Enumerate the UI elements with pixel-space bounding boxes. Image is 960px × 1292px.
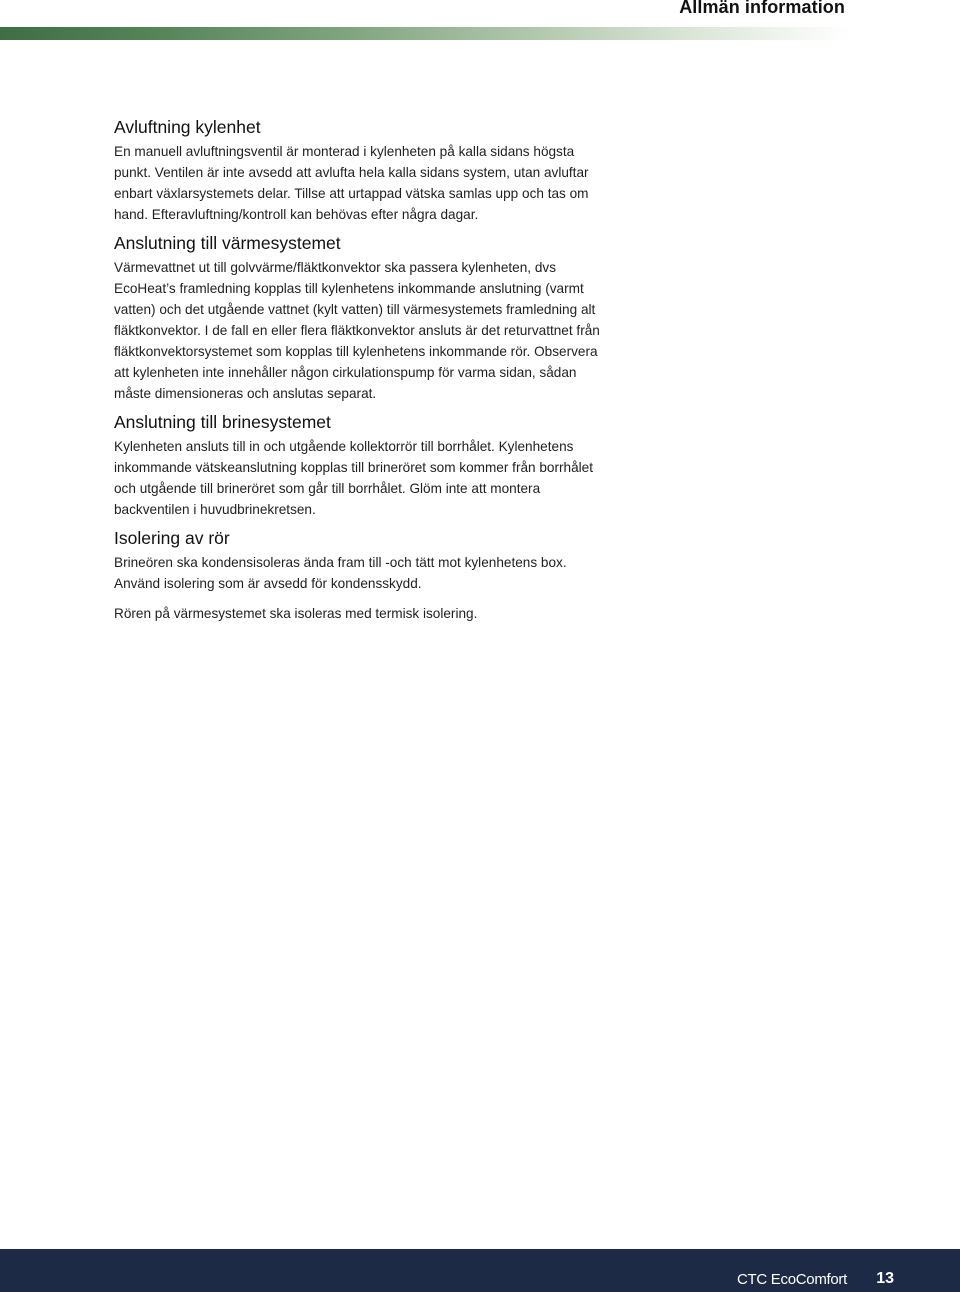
main-content xyxy=(114,117,604,632)
section-paragraph: Brineören ska kondensisoleras ända fram till -och tätt mot kylenhetens box. Använd isolering som är avsedd för kondensskydd. xyxy=(114,555,567,591)
section-anslutning-varmesystemet xyxy=(114,233,604,404)
section-anslutning-brinesystemet xyxy=(114,412,604,520)
section-paragraph: Rören på värmesystemet ska isoleras med termisk isolering. xyxy=(114,606,478,621)
section-paragraph: En manuell avluftningsventil är monterad i kylenheten på kalla sidans högsta punkt. Ventilen är inte avsedd att avlufta hela kalla sidans system, utan avluftar enbart växlarsystemets delar. Tillse att urtappad vätska samlas upp och tas om hand. Efteravluftning/kontroll kan behövas efter några dagar. xyxy=(114,144,589,222)
footer-bar xyxy=(0,1249,960,1292)
header-gradient-band xyxy=(0,27,850,40)
section-heading: Avluftning kylenhet xyxy=(114,117,261,137)
section-heading: Isolering av rör xyxy=(114,528,230,548)
footer-page-number: 13 xyxy=(876,1270,894,1287)
section-paragraph: Kylenheten ansluts till in och utgående kollektorrör till borrhålet. Kylenhetens inkommande vätskeanslutning kopplas till brineröret som kommer från borrhålet och utgående till brineröret som går till borrhålet. Glöm inte att montera backventilen i huvudbrinekretsen. xyxy=(114,439,594,517)
section-paragraph: Värmevattnet ut till golvvärme/fläktkonvektor ska passera kylenheten, dvs EcoHeat’s framledning kopplas till kylenhetens inkommande anslutning (varmt vatten) och det utgående vattnet (kylt vatten) till värmesystemets framledning alt fläktkonvektor. I de fall en eller flera fläktkonvektor ansluts är det returvattnet från fläktkonvektorsystemet som kopplas till kylenhetens inkommande rör. Observera att kylenheten inte innehåller någon cirkulationspump för varma sidan, sådan måste dimensioneras och anslutas separat. xyxy=(114,260,600,401)
section-heading: Anslutning till brinesystemet xyxy=(114,412,331,432)
section-isolering-av-ror xyxy=(114,528,604,624)
page-header-title: Allmän information xyxy=(679,0,845,17)
footer-product-name: CTC EcoComfort xyxy=(737,1271,847,1288)
section-heading: Anslutning till värmesystemet xyxy=(114,233,341,253)
section-avluftning-kylenhet xyxy=(114,117,604,225)
